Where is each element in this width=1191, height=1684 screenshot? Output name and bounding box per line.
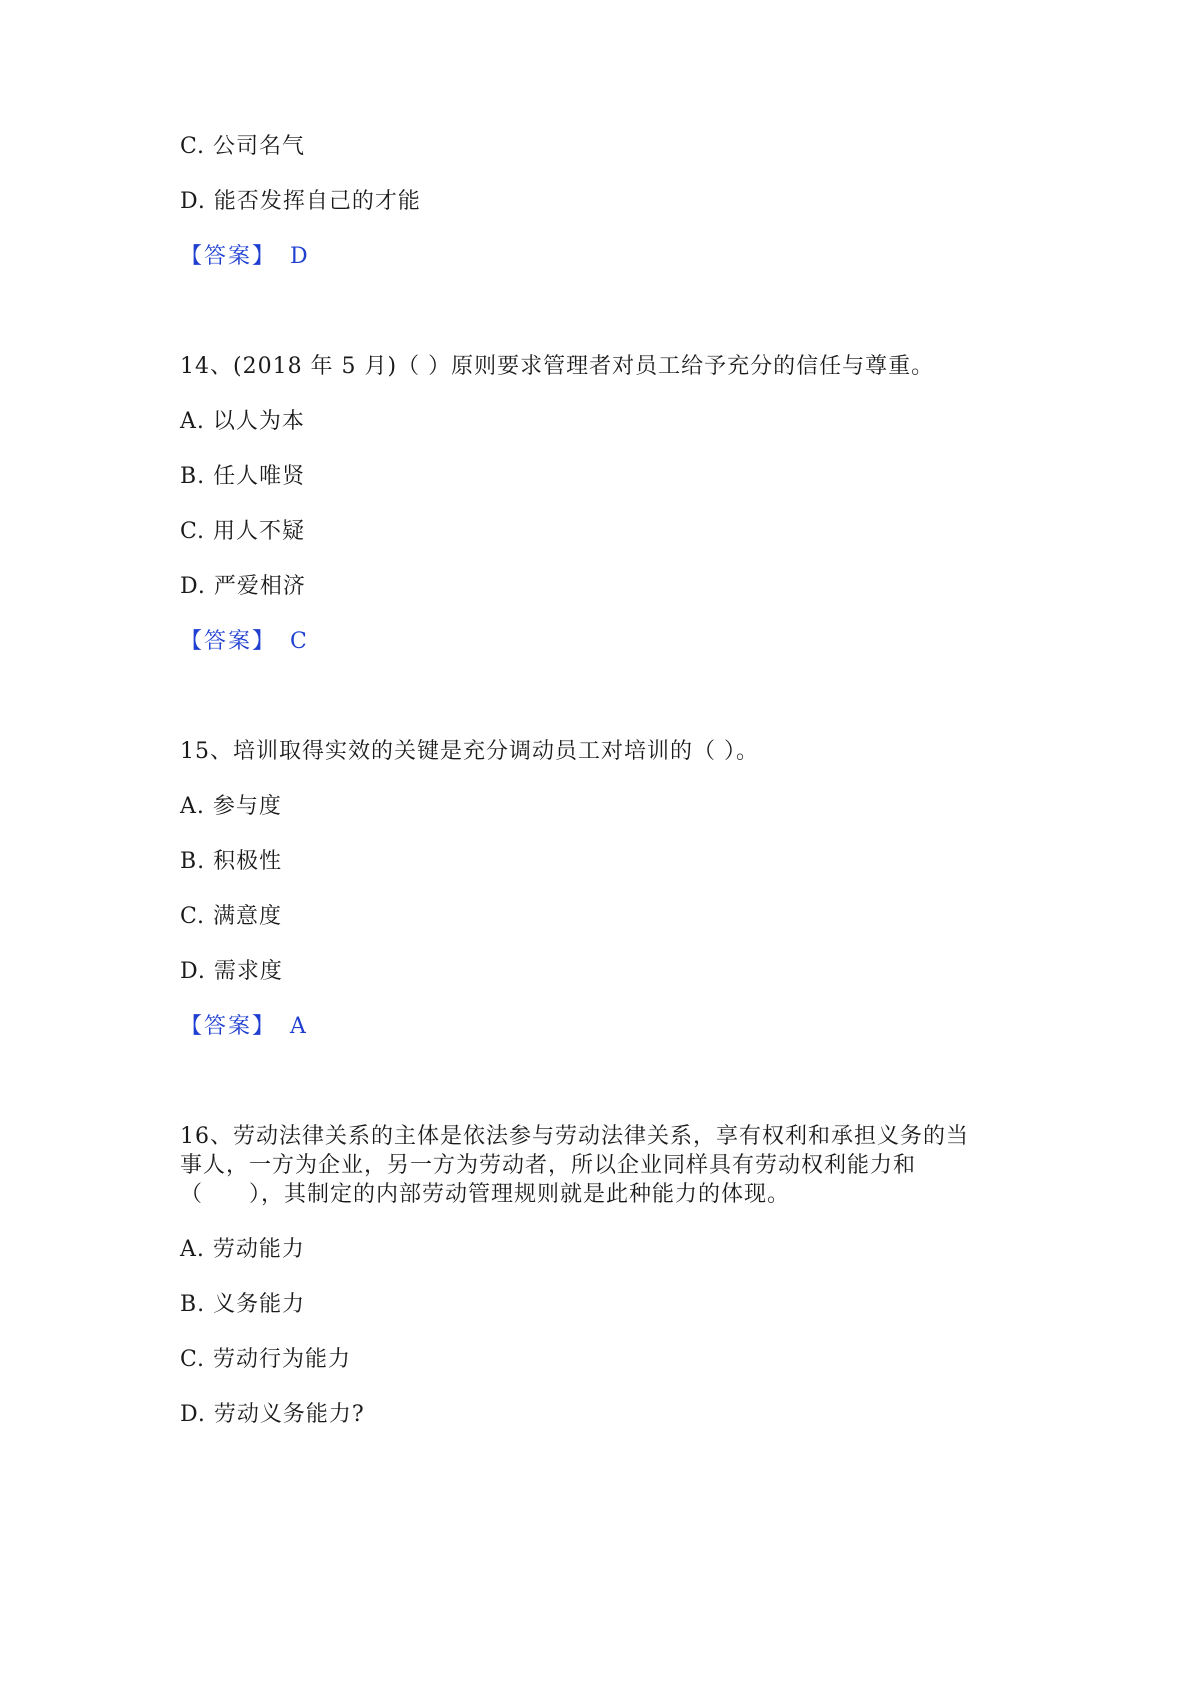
- q15-option-d: D. 需求度: [180, 959, 283, 984]
- q16-option-c: C. 劳动行为能力: [180, 1347, 352, 1372]
- q13-option-c: C. 公司名气: [180, 134, 306, 159]
- q16-option-d: D. 劳动义务能力?: [180, 1402, 365, 1427]
- answer-value: C: [290, 629, 308, 654]
- q16-question-line-2: 事人，一方为企业，另一方为劳动者，所以企业同样具有劳动权利能力和: [180, 1153, 917, 1178]
- q14-question: 14、(2018 年 5 月)（ ）原则要求管理者对员工给予充分的信任与尊重。: [180, 354, 935, 379]
- answer-label: 【答案】: [180, 244, 277, 269]
- answer-label: 【答案】: [180, 629, 277, 654]
- q14-option-a: A. 以人为本: [180, 409, 305, 434]
- answer-value: A: [290, 1014, 307, 1039]
- q15-question: 15、培训取得实效的关键是充分调动员工对培训的（ ）。: [180, 739, 759, 764]
- q15-option-c: C. 满意度: [180, 904, 283, 929]
- q14-option-d: D. 严爱相济: [180, 574, 306, 599]
- q16-option-a: A. 劳动能力: [180, 1237, 305, 1262]
- answer-value: D: [290, 244, 309, 269]
- q15-answer: [180, 1014, 307, 1040]
- q14-answer: [180, 629, 308, 655]
- answer-label: 【答案】: [180, 1014, 277, 1039]
- q14-option-b: B. 任人唯贤: [180, 464, 306, 489]
- q15-option-b: B. 积极性: [180, 849, 283, 874]
- q16-question-line-1: 16、劳动法律关系的主体是依法参与劳动法律关系，享有权利和承担义务的当: [180, 1124, 969, 1149]
- q13-answer: [180, 244, 309, 270]
- q15-option-a: A. 参与度: [180, 794, 282, 819]
- q16-option-b: B. 义务能力: [180, 1292, 306, 1317]
- q13-option-d: D. 能否发挥自己的才能: [180, 189, 421, 214]
- q16-question-line-3: （ ），其制定的内部劳动管理规则就是此种能力的体现。: [180, 1182, 791, 1207]
- q14-option-c: C. 用人不疑: [180, 519, 306, 544]
